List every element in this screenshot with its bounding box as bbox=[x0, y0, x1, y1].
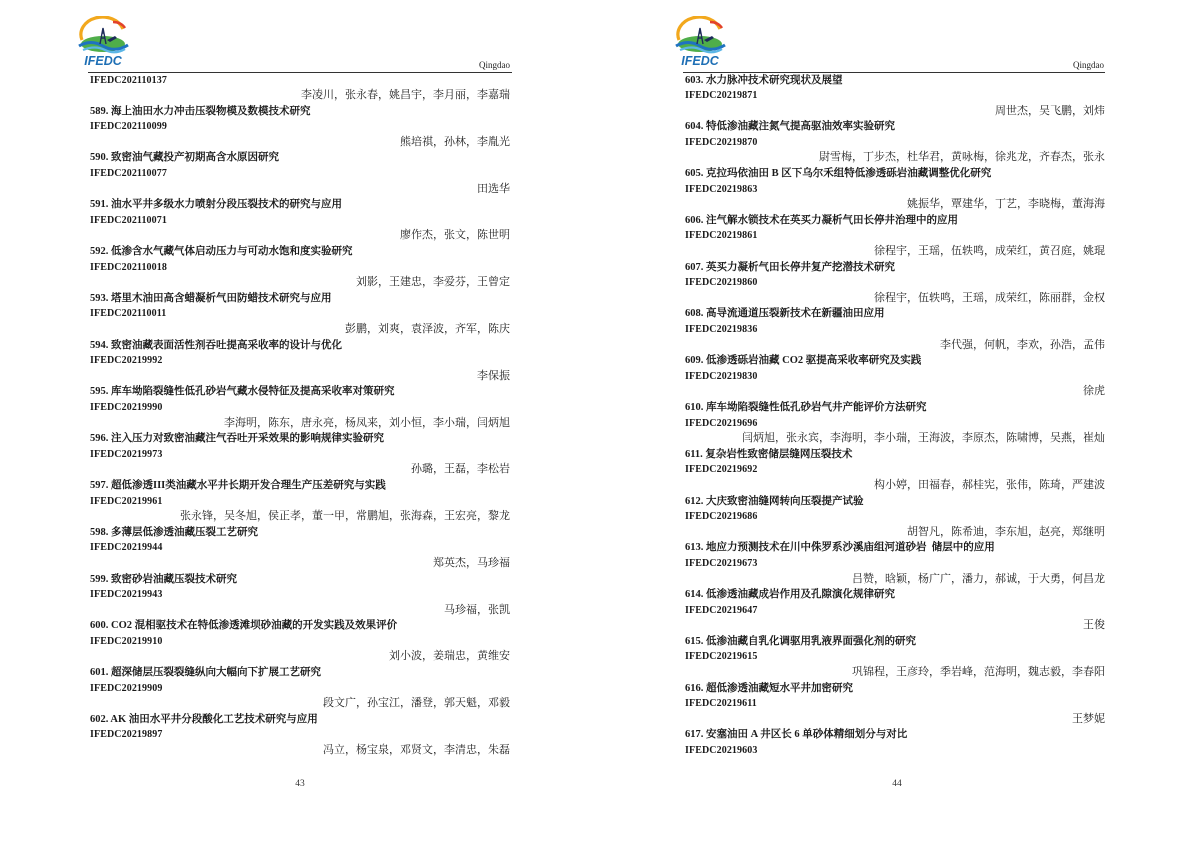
entry-title: 613. 地应力预测技术在川中侏罗系沙溪庙组河道砂岩 储层中的应用 bbox=[685, 542, 995, 554]
entry-title: 609. 低渗透砾岩油藏 CO2 驱提高采收率研究及实践 bbox=[685, 355, 922, 367]
entry-authors: 徐程宇，王瑶，伍轶鸣，成荣红，黄召庭，姚琨 bbox=[874, 245, 1105, 258]
entry-authors: 胡智凡，陈希迪，李东旭，赵亮，郑继明 bbox=[907, 525, 1105, 538]
entry-authors: 彭鹏，刘爽，袁泽波，齐军，陈庆 bbox=[345, 323, 510, 335]
entry-title: 604. 特低渗油藏注氮气提高驱油效率实验研究 bbox=[685, 121, 895, 133]
entry-title: 597. 超低渗透III类油藏水平井长期开发合理生产压差研究与实践 bbox=[90, 479, 386, 491]
entry-id: IFEDC20219696 bbox=[685, 417, 758, 429]
entry-title: 592. 低渗含水气藏气体启动压力与可动水饱和度实验研究 bbox=[90, 246, 353, 258]
entry-id: IFEDC20219615 bbox=[685, 651, 758, 663]
entry-id: IFEDC20219836 bbox=[685, 324, 758, 335]
entry-id: IFEDC20219830 bbox=[685, 370, 758, 382]
entry-id: IFEDC202110099 bbox=[90, 121, 167, 133]
entry-authors: 田选华 bbox=[477, 182, 510, 195]
header-location: Qingdao bbox=[1073, 60, 1104, 70]
entry-id: IFEDC202110011 bbox=[90, 308, 167, 320]
entry-list bbox=[685, 73, 1105, 759]
entry-title: 601. 超深储层压裂裂缝纵向大幅向下扩展工艺研究 bbox=[90, 667, 321, 679]
entry-id: IFEDC20219686 bbox=[685, 511, 758, 523]
entry-authors: 王俊 bbox=[1083, 619, 1105, 632]
entry-authors: 刘小波，姜瑞忠，黄维安 bbox=[389, 650, 510, 663]
entry-id: IFEDC20219961 bbox=[90, 495, 163, 507]
entry-authors: 冯立，杨宝泉，邓贤文，李清忠，朱磊 bbox=[323, 744, 510, 757]
entry-id: IFEDC20219603 bbox=[685, 745, 758, 757]
entry-authors: 构小婷，田福春，郝桂宪，张伟，陈琦，严建波 bbox=[874, 478, 1105, 491]
entry-id: IFEDC20219973 bbox=[90, 448, 163, 460]
logo-text: IFEDC bbox=[84, 54, 122, 68]
entry-id: IFEDC20219692 bbox=[685, 464, 758, 476]
entry-title: 599. 致密砂岩油藏压裂技术研究 bbox=[90, 573, 237, 585]
page-left bbox=[0, 0, 595, 842]
entry-id: IFEDC20219944 bbox=[90, 542, 163, 554]
entry-title: 610. 库车坳陷裂缝性低孔砂岩气井产能评价方法研究 bbox=[685, 401, 927, 413]
entry-title: 606. 注气解水锁技术在英买力凝析气田长停井治理中的应用 bbox=[685, 214, 958, 226]
entry-title: 614. 低渗透油藏成岩作用及孔隙演化规律研究 bbox=[685, 589, 895, 601]
entry-authors: 王梦妮 bbox=[1072, 712, 1105, 725]
entry-id: IFEDC20219871 bbox=[685, 90, 758, 102]
entry-id: IFEDC20219863 bbox=[685, 183, 758, 195]
entry-title: 612. 大庆致密油缝网转向压裂提产试验 bbox=[685, 495, 864, 507]
entry-title: 608. 高导流通道压裂新技术在新疆油田应用 bbox=[685, 308, 885, 320]
page-number: 43 bbox=[295, 779, 305, 789]
entry-authors: 张永锋，吴冬旭，侯正孝，董一甲，常鹏旭，张海森，王宏亮，黎龙 bbox=[180, 510, 510, 523]
entry-title: 605. 克拉玛依油田 B 区下乌尔禾组特低渗透砾岩油藏调整优化研究 bbox=[685, 168, 992, 180]
entry-authors: 徐程宇，伍轶鸣，王瑶，成荣红，陈丽群，金权 bbox=[874, 291, 1105, 304]
entry-id: IFEDC20219870 bbox=[685, 136, 758, 148]
entry-authors: 段文广，孙宝江，潘登，郭天魁，邓毅 bbox=[323, 697, 510, 710]
entry-title: 593. 塔里木油田高含蜡凝析气田防蜡技术研究与应用 bbox=[90, 292, 332, 304]
entry-authors: 李代强，何帆，李欢，孙浩，孟伟 bbox=[940, 338, 1105, 351]
entry-title: 589. 海上油田水力冲击压裂物模及数模技术研究 bbox=[90, 105, 311, 117]
entry-id: IFEDC20219943 bbox=[90, 589, 163, 601]
entry-authors: 郑英杰，马珍福 bbox=[433, 556, 510, 569]
entry-id: IFEDC20219860 bbox=[685, 277, 758, 289]
entry-title: 591. 油水平井多级水力喷射分段压裂技术的研究与应用 bbox=[90, 199, 342, 211]
page-right bbox=[596, 0, 1191, 842]
entry-title: 616. 超低渗透油藏短水平井加密研究 bbox=[685, 682, 853, 694]
entry-title: 596. 注入压力对致密油藏注气吞吐开采效果的影响规律实验研究 bbox=[90, 433, 384, 445]
entry-id: IFEDC20219992 bbox=[90, 355, 163, 367]
entry-authors: 马珍福，张凯 bbox=[444, 603, 510, 616]
entry-authors: 孙璐，王磊，李松岩 bbox=[411, 463, 510, 476]
entry-id: IFEDC202110077 bbox=[90, 168, 167, 180]
entry-id: IFEDC202110071 bbox=[90, 214, 167, 226]
entry-authors: 闫炳旭，张永宾，李海明，李小瑞，王海波，李原杰，陈啸博，吴燕，崔灿 bbox=[742, 432, 1105, 445]
entry-id: IFEDC20219910 bbox=[90, 635, 163, 647]
entry-authors: 周世杰，吴飞鹏，刘炜 bbox=[995, 104, 1105, 117]
entry-authors: 巩锦程，王彦玲，季岩峰，范海明，魏志毅，李春阳 bbox=[852, 666, 1105, 679]
entry-authors: 李保振 bbox=[477, 369, 510, 382]
entry-id: IFEDC20219611 bbox=[685, 698, 757, 710]
entry-id: IFEDC202110018 bbox=[90, 261, 167, 273]
entry-id: IFEDC202110137 bbox=[90, 74, 167, 86]
entry-title: 602. AK 油田水平井分段酸化工艺技术研究与应用 bbox=[90, 713, 318, 725]
entry-title: 594. 致密油藏表面活性剂吞吐提高采收率的设计与优化 bbox=[90, 339, 342, 351]
entry-id: IFEDC20219861 bbox=[685, 230, 758, 242]
entry-authors: 尉雪梅，丁步杰，杜华君，黄咏梅，徐兆龙，齐春杰，张永 bbox=[819, 151, 1105, 164]
entry-title: 611. 复杂岩性致密储层缝网压裂技术 bbox=[685, 448, 853, 460]
entry-authors: 熊培祺，孙林，李胤光 bbox=[400, 135, 510, 148]
entry-title: 598. 多薄层低渗透油藏压裂工艺研究 bbox=[90, 526, 258, 538]
entry-title: 600. CO2 混相驱技术在特低渗透滩坝砂油藏的开发实践及效果评价 bbox=[90, 620, 398, 632]
entry-authors: 吕赞，晗颖，杨广广，潘力，郝诚，于大勇，何昌龙 bbox=[852, 572, 1105, 585]
entry-id: IFEDC20219647 bbox=[685, 604, 758, 616]
entry-title: 595. 库车坳陷裂缝性低孔砂岩气藏水侵特征及提高采收率对策研究 bbox=[90, 386, 395, 398]
entry-id: IFEDC20219909 bbox=[90, 682, 163, 694]
entry-id: IFEDC20219990 bbox=[90, 401, 163, 413]
entry-authors: 李海明，陈东，唐永亮，杨凤来，刘小恒，李小瑞，闫炳旭 bbox=[224, 416, 510, 429]
entry-list bbox=[90, 73, 510, 759]
entry-title: 603. 水力脉冲技术研究现状及展望 bbox=[685, 74, 843, 86]
entry-title: 615. 低渗油藏自乳化调驱用乳液界面强化剂的研究 bbox=[685, 635, 916, 647]
entry-title: 607. 英买力凝析气田长停井复产挖潜技术研究 bbox=[685, 261, 895, 273]
entry-id: IFEDC20219673 bbox=[685, 557, 758, 569]
logo-text: IFEDC bbox=[681, 54, 719, 68]
header-location: Qingdao bbox=[479, 60, 510, 70]
entry-authors: 姚振华，覃建华，丁艺，李晓梅，董海海 bbox=[907, 198, 1105, 211]
page-number: 44 bbox=[892, 779, 902, 789]
entry-authors: 徐虎 bbox=[1083, 385, 1105, 398]
entry-authors: 廖作杰，张文，陈世明 bbox=[400, 229, 510, 242]
entry-authors: 刘影，王建忠，李爱芬，王曾定 bbox=[356, 276, 510, 289]
entry-id: IFEDC20219897 bbox=[90, 729, 163, 741]
entry-title: 617. 安塞油田 A 井区长 6 单砂体精细划分与对比 bbox=[685, 729, 908, 741]
entry-authors: 李凌川，张永春，姚昌宇，李月丽，李嘉瑞 bbox=[301, 89, 510, 102]
entry-title: 590. 致密油气藏投产初期高含水原因研究 bbox=[90, 152, 279, 164]
